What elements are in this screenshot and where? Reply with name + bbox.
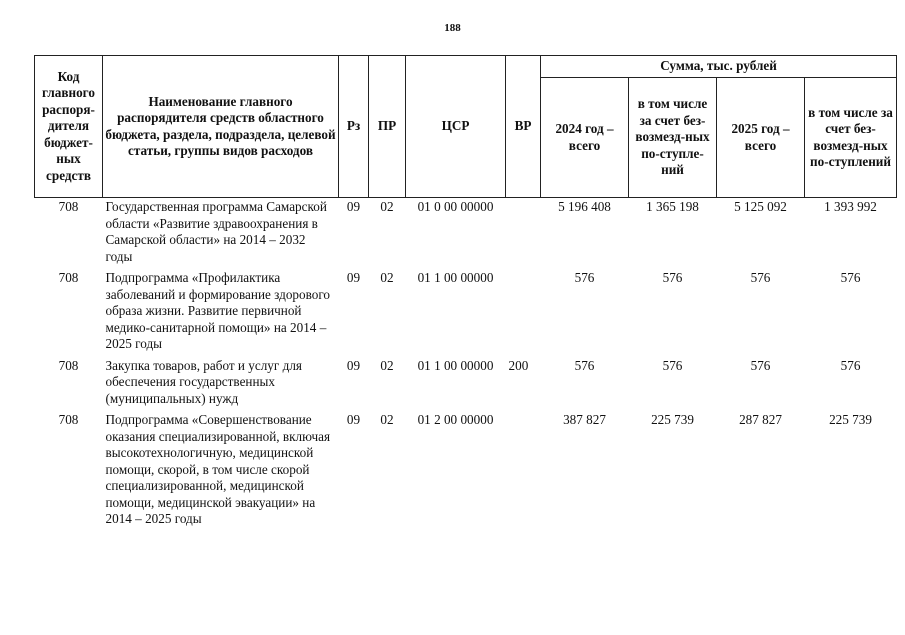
row-pr: 02	[380, 412, 394, 427]
row-2024-grants: 225 739	[651, 412, 694, 427]
row-name: Закупка товаров, работ и услуг для обеспечения государственных (муниципальных) нужд	[105, 357, 302, 406]
row-rz: 09	[346, 357, 361, 373]
row-code: 708	[58, 412, 79, 427]
row-2024-grants: 576	[662, 270, 683, 285]
row-code: 708	[58, 199, 79, 214]
row-vr	[506, 411, 541, 532]
row-csr: 01 1 00 00000	[417, 270, 494, 285]
row-2025-total: 576	[750, 357, 771, 373]
header-2024-grants: в том числе за счет без-возмезд-ных по-ступле-ний	[629, 78, 717, 198]
row-vr	[506, 198, 541, 270]
row-pr: 02	[380, 199, 394, 214]
row-2024-grants: 1 365 198	[646, 199, 699, 214]
header-2025-grants: в том числе за счет без-возмезд-ных по-ступлений	[805, 78, 897, 198]
page-number: 188	[444, 22, 461, 34]
row-vr	[506, 269, 541, 357]
header-csr: ЦСР	[406, 56, 506, 198]
row-pr: 02	[380, 270, 394, 285]
row-2024-total: 576	[574, 270, 595, 285]
row-2024-total: 387 827	[563, 412, 606, 427]
header-name: Наименование главного распорядителя средств областного бюджета, раздела, подраздела, целевой статьи, группы видов расходов	[103, 56, 339, 198]
table-row	[35, 411, 897, 532]
row-2025-grants: 576	[840, 357, 861, 373]
row-code: 708	[58, 270, 79, 285]
header-sum: Сумма, тыс. рублей	[541, 56, 897, 78]
row-2024-grants: 576	[662, 357, 683, 373]
row-2025-total: 576	[750, 270, 771, 285]
row-pr: 02	[380, 357, 394, 373]
row-rz: 09	[346, 199, 361, 214]
header-2024-total: 2024 год – всего	[541, 78, 629, 198]
table-row	[35, 198, 897, 270]
row-name: Государственная программа Самарской области «Развитие здравоохранения в Самарской области» на 2014 – 2032 годы	[105, 199, 327, 264]
table-row	[35, 269, 897, 357]
header-code: Код главного распоря-дителя бюджет-ных средств	[35, 56, 103, 198]
row-2025-total: 287 827	[739, 412, 782, 427]
row-name: Подпрограмма «Профилактика заболеваний и формирование здорового образа жизни. Развитие первичной медико-санитарной помощи» на 2014 – 2025 годы	[105, 270, 331, 351]
row-name: Подпрограмма «Совершенствование оказания специализированной, включая высокотехнологичную, медицинской помощи, скорой, в том числе скорой специализированной, медицинской помощи, медицинской эвакуации» на 2014 – 2025 годы	[105, 412, 331, 526]
row-rz: 09	[346, 270, 361, 285]
header-pr: ПР	[369, 56, 406, 198]
table-body	[35, 198, 897, 532]
header-vr: ВР	[506, 56, 541, 198]
row-2024-total: 576	[574, 357, 595, 373]
budget-table	[34, 55, 897, 532]
row-2025-grants: 576	[840, 270, 861, 285]
row-2025-total: 5 125 092	[734, 199, 787, 214]
header-rz: Рз	[339, 56, 369, 198]
row-2024-total: 5 196 408	[558, 199, 611, 214]
table-row	[35, 357, 897, 412]
row-2025-grants: 1 393 992	[824, 199, 877, 214]
header-2025-total: 2025 год – всего	[717, 78, 805, 198]
row-2025-grants: 225 739	[829, 412, 872, 427]
row-code: 708	[58, 357, 79, 373]
row-csr: 01 1 00 00000	[417, 357, 494, 373]
row-csr: 01 0 00 00000	[417, 199, 494, 214]
row-rz: 09	[346, 412, 361, 427]
row-csr: 01 2 00 00000	[417, 412, 494, 427]
row-vr: 200	[508, 357, 529, 373]
